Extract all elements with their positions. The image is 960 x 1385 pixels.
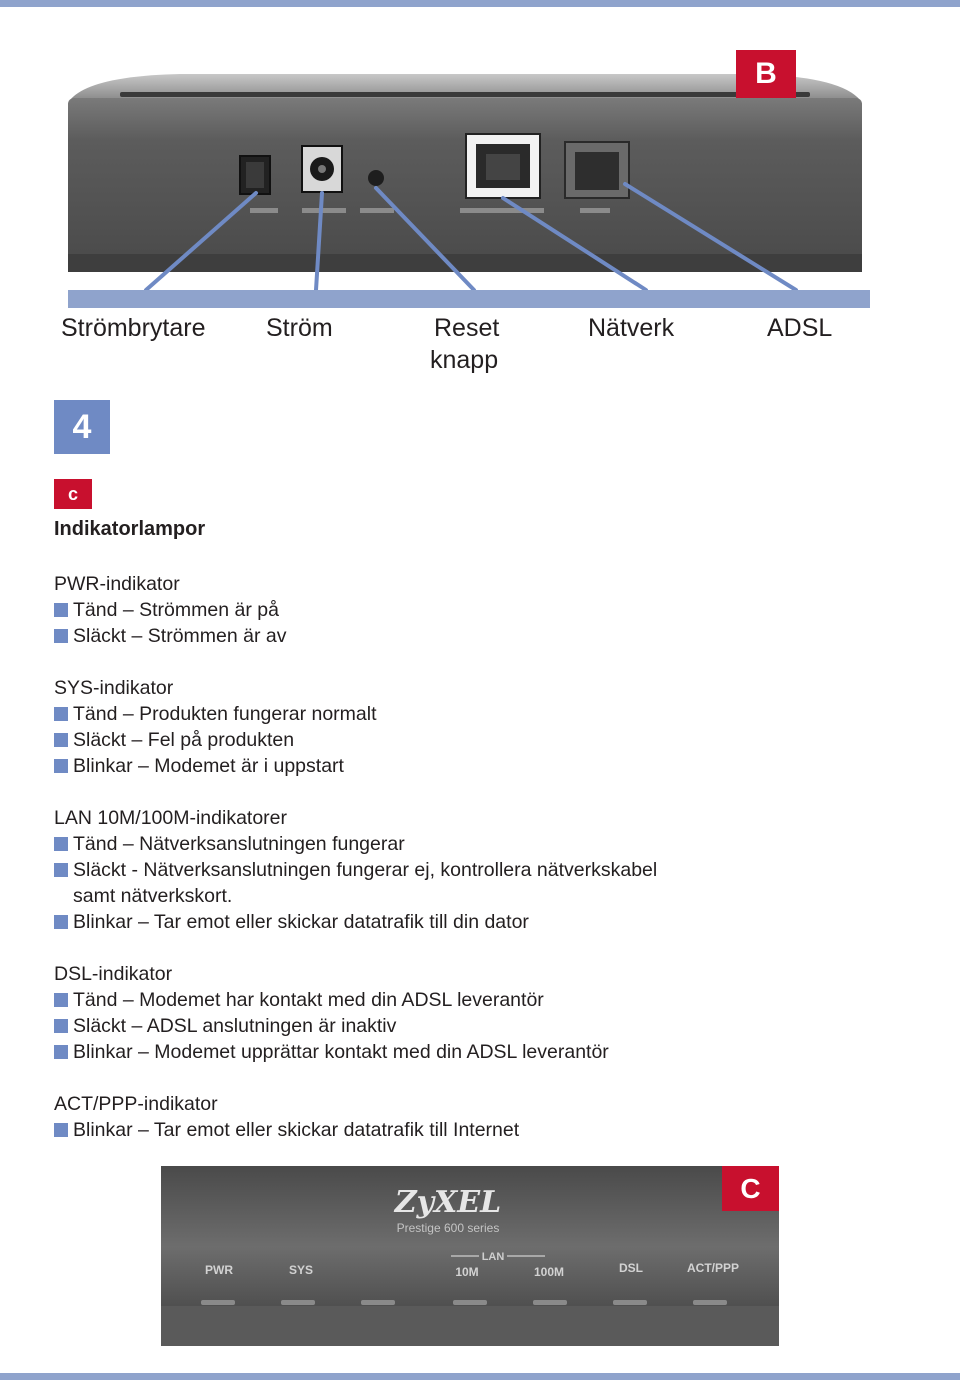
bullet-square-icon [54,759,68,773]
bottom-rule [0,1373,960,1380]
bullet-square-icon [54,603,68,617]
led-label-lan: LAN [481,1251,505,1263]
pwr-indicator-group [54,571,774,649]
brand-logo: ZyXEL [394,1185,502,1220]
bullet-square-icon [54,733,68,747]
list-item: Tänd – Modemet har kontakt med din ADSL leverantör [54,987,774,1013]
led-label-100m: 100M [533,1265,565,1279]
top-rule [0,0,960,7]
lan-indicator-group [54,805,704,935]
list-item: Blinkar – Modemet är i uppstart [54,753,774,779]
led-label-sys: SYS [288,1263,314,1277]
act-indicator-group [54,1091,774,1143]
bullet-square-icon [54,1045,68,1059]
sys-indicator-group [54,675,774,779]
bullet-square-icon [54,707,68,721]
port-label-power: Ström [266,314,333,342]
bullet-square-icon [54,915,68,929]
list-item: Släckt – ADSL anslutningen är inaktiv [54,1013,774,1039]
list-item: Tänd – Nätverksanslutningen fungerar [54,831,704,857]
dsl-indicator-group [54,961,774,1065]
figure-b-badge: B [736,50,796,98]
list-item: Släckt – Strömmen är av [54,623,774,649]
list-item: Blinkar – Tar emot eller skickar datatrafik till din dator [54,909,704,935]
sys-heading: SYS-indikator [54,677,174,699]
model-label: Prestige 600 series [396,1221,500,1235]
lan-heading: LAN 10M/100M-indikatorer [54,807,288,829]
port-label-adsl: ADSL [767,314,833,342]
list-item: Tänd – Produkten fungerar normalt [54,701,774,727]
led-label-act-ppp: ACT/PPP [686,1261,740,1275]
list-item: Blinkar – Modemet upprättar kontakt med din ADSL leverantör [54,1039,774,1065]
bullet-square-icon [54,993,68,1007]
bullet-square-icon [54,1019,68,1033]
act-heading: ACT/PPP-indikator [54,1093,218,1115]
led-label-10m: 10M [455,1265,479,1279]
bullet-square-icon [54,1123,68,1137]
port-label-reset: Reset [434,314,500,342]
bullet-square-icon [54,863,68,877]
bullet-square-icon [54,837,68,851]
figure-c-badge: C [722,1166,779,1211]
dsl-heading: DSL-indikator [54,963,173,985]
led-label-pwr: PWR [205,1263,233,1277]
list-item: Blinkar – Tar emot eller skickar datatrafik till Internet [54,1117,774,1143]
section-title: Indikatorlampor [54,518,206,540]
modem-front-panel-photo [161,1166,779,1346]
step-number: 4 [54,400,110,454]
section-badge: c [54,479,92,509]
bullet-square-icon [54,629,68,643]
port-label-power-switch: Strömbrytare [61,314,206,342]
led-label-dsl: DSL [619,1261,643,1275]
list-item: Släckt - Nätverksanslutningen fungerar ej, kontrollera nätverkskabel samt nätverkskort. [54,857,704,909]
port-label-network: Nätverk [588,314,675,342]
list-item: Tänd – Strömmen är på [54,597,774,623]
list-item: Släckt – Fel på produkten [54,727,774,753]
pwr-heading: PWR-indikator [54,573,180,595]
port-label-reset-line2: knapp [430,346,499,374]
